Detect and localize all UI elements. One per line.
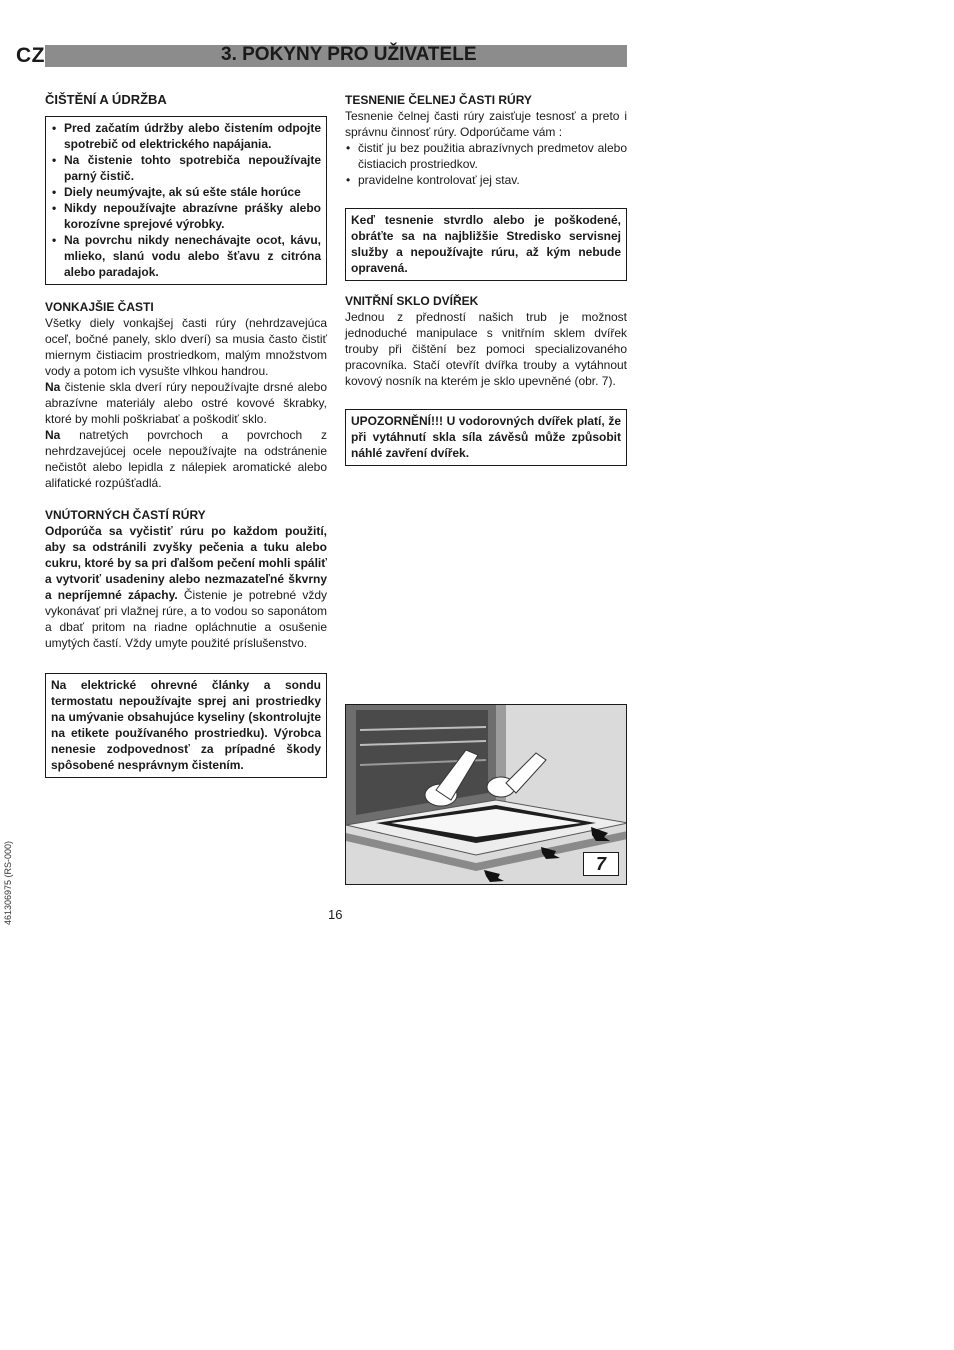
exterior-paragraph-glass [45,379,327,427]
paragraph-text: Čistenie je potrebné vždy vykonávať pri vlažnej rúre, a to vodou so saponátom a dbať pritom na riadne opláchnutie a osušenie umytých častí. Vždy umyte použité príslušenstvo. [45,588,327,650]
element-warning-text: Na elektrické ohrevné články a sondu termostatu nepoužívajte sprej ani prostriedky na umývanie obsahujúce kyseliny (skontrolujte na etikete používaného prostriedku). Výrobca nenesie zodpovednosť za prípadné škody spôsobené nesprávnym čistením. [51,678,321,772]
exterior-paragraph: Všetky diely vonkajšej časti rúry (nehrdzavejúca oceľ, bočné panely, sklo dverí) sa musia často čistiť miernym čistiacim prostriedkom, malým množstvom vody a potom ich vysušte vlhkou handrou. [45,316,327,378]
section-banner [45,45,627,67]
glass-heading: VNITŘNÍ SKLO DVÍŘEK [345,294,479,308]
element-warning-box [45,673,327,778]
glass-warning-text: UPOZORNĚNÍ!!! U vodorovných dvířek platí, že při vytáhnutí skla síla závěsů může způsobit náhlé zavření dvířek. [351,414,621,460]
bold-text: Odporúča sa vyčistiť rúru po každom použití, aby sa odstránili zvyšky pečenia a tuku alebo cukru, ktoré by sa pri ďalšom pečení mohli spáliť a vytvoriť usadeniny alebo nezmazateľné škvrny a nepríjemné zápachy. [45,524,327,602]
right-column [345,92,627,466]
figure-number-label: 7 [583,852,619,876]
bold-lead: Na [45,428,61,442]
oven-door-figure [345,704,627,885]
language-code: CZ [16,44,45,67]
seal-list [345,140,627,188]
seal-paragraph: Tesnenie čelnej časti rúry zaisťuje tesnosť a preto i správnu činnosť rúry. Odporúčame vám : [345,109,627,139]
document-code: 461306975 (RS-000) [3,840,13,925]
exterior-heading: VONKAJŠIE ČASTI [45,300,154,314]
list-item: • Diely neumývajte, ak sú ešte stále horúce [51,184,321,200]
list-item: • Na povrchu nikdy nenechávajte ocot, kávu, mlieko, slanú vodu alebo šťavu z citróna alebo paradajok. [51,232,321,280]
list-item: • čistiť ju bez použitia abrazívnych predmetov alebo čistiacich prostriedkov. [345,140,627,172]
seal-heading: TESNENIE ČELNEJ ČASTI RÚRY [345,93,532,107]
paragraph-text: natretých povrchoch a povrchoch z nehrdzavejúcej ocele nepoužívajte na odstránenie nečistôt alebo lepidla z nálepiek aromatické alebo alifatické rozpúšťadlá. [45,428,327,490]
seal-warning-text: Keď tesnenie stvrdlo alebo je poškodené, obráťte sa na najbližšie Stredisko servisnej služby a nepoužívajte rúru, až kým nebude opravená. [351,213,621,275]
glass-warning-box [345,409,627,466]
section-title: 3. POKYNY PRO UŽIVATELE [221,44,477,65]
glass-paragraph: Jednou z předností našich trub je možnost jednoduché manipulace s vnitřním sklem dvířek trouby při čištění bez pomoci specializovaného pracovníka. Stačí otevřít dvířka trouby a vytáhnout kovový nosník na kterém je sklo upevněné (obr. 7). [345,310,627,388]
page-number: 16 [328,907,343,922]
safety-warning-list [51,120,321,280]
list-item: • Pred začatím údržby alebo čistením odpojte spotrebič od elektrického napájania. [51,120,321,152]
cleaning-heading: ČIŠTĚNÍ A ÚDRŽBA [45,92,167,107]
left-column [45,92,327,778]
seal-warning-box [345,208,627,281]
bold-lead: Na [45,380,61,394]
paragraph-text: čistenie skla dverí rúry nepoužívajte drsné alebo abrazívne materiály alebo ostré kovové škrabky, ktoré by mohli poškriabať a poškodiť sklo. [45,380,327,426]
list-item: • Na čistenie tohto spotrebiča nepoužívajte parný čistič. [51,152,321,184]
interior-paragraph [45,523,327,651]
exterior-paragraph-painted [45,427,327,491]
list-item: • pravidelne kontrolovať jej stav. [345,172,627,188]
list-item: • Nikdy nepoužívajte abrazívne prášky alebo korozívne sprejové výrobky. [51,200,321,232]
safety-warning-box [45,116,327,285]
interior-heading: VNÚTORNÝCH ČASTÍ RÚRY [45,508,206,522]
